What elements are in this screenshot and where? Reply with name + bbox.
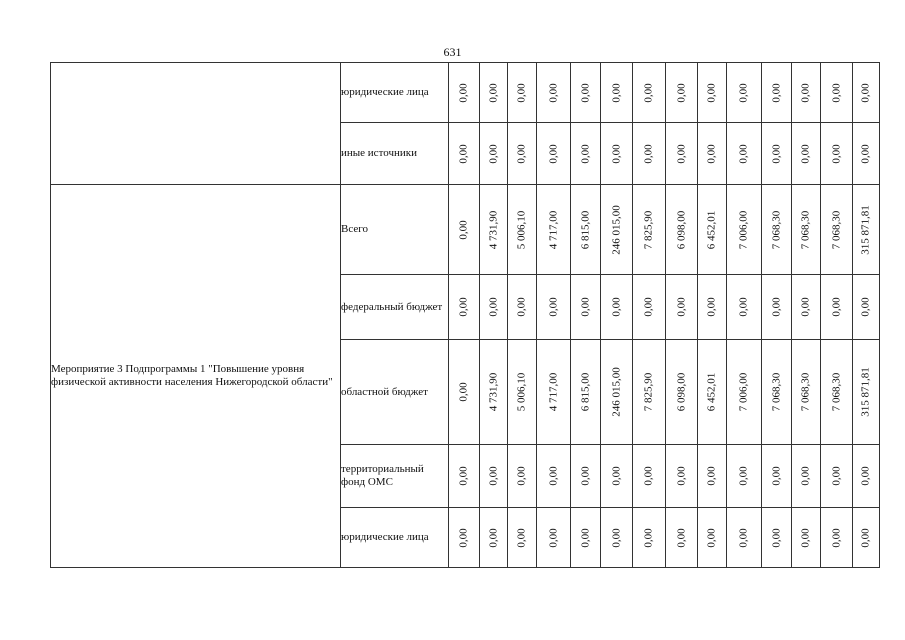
value-text: 0,00 xyxy=(770,527,782,548)
value-text: 0,00 xyxy=(487,143,499,164)
value-cell xyxy=(508,275,537,340)
value-text: 0,00 xyxy=(737,143,750,164)
value-text: 7 068,30 xyxy=(799,210,812,249)
value-text: 0,00 xyxy=(487,527,499,548)
value-cell xyxy=(666,63,698,123)
value-cell xyxy=(666,445,698,508)
value-cell xyxy=(571,275,601,340)
value-text: 6 815,00 xyxy=(579,210,591,249)
value-cell xyxy=(666,185,698,275)
value-cell xyxy=(480,508,508,568)
value-text: 0,00 xyxy=(770,466,782,486)
value-cell xyxy=(449,340,480,445)
value-cell xyxy=(480,63,508,123)
value-cell xyxy=(821,445,853,508)
value-cell xyxy=(727,508,762,568)
value-text: 7 825,90 xyxy=(642,372,655,412)
value-cell xyxy=(698,508,727,568)
value-cell xyxy=(571,123,601,185)
value-text: 0,00 xyxy=(642,466,655,486)
value-cell xyxy=(821,63,853,123)
table-body xyxy=(51,63,880,568)
value-cell xyxy=(698,445,727,508)
value-text: 0,00 xyxy=(515,527,528,548)
value-text: 4 717,00 xyxy=(547,210,559,249)
value-cell xyxy=(762,340,792,445)
value-text: 7 068,30 xyxy=(770,372,782,412)
value-cell xyxy=(853,275,880,340)
value-cell xyxy=(571,445,601,508)
value-cell xyxy=(508,123,537,185)
value-text: 0,00 xyxy=(859,143,872,164)
value-text: 0,00 xyxy=(547,297,559,317)
value-cell xyxy=(666,275,698,340)
value-text: 0,00 xyxy=(830,297,842,317)
value-cell xyxy=(633,63,666,123)
value-cell xyxy=(853,123,880,185)
value-cell xyxy=(449,185,480,275)
value-cell xyxy=(633,340,666,445)
value-text: 0,00 xyxy=(705,82,718,103)
value-cell xyxy=(762,123,792,185)
value-text: 0,00 xyxy=(830,527,842,548)
value-text: 6 815,00 xyxy=(579,372,591,412)
value-text: 0,00 xyxy=(799,466,812,486)
value-cell xyxy=(571,63,601,123)
value-cell xyxy=(666,340,698,445)
value-cell xyxy=(633,275,666,340)
value-text: 0,00 xyxy=(547,466,559,486)
value-cell xyxy=(666,508,698,568)
value-cell xyxy=(727,445,762,508)
value-cell xyxy=(508,340,537,445)
value-text: 0,00 xyxy=(515,466,528,486)
value-cell xyxy=(480,445,508,508)
value-text: 0,00 xyxy=(642,82,655,103)
value-cell xyxy=(537,275,571,340)
value-cell xyxy=(633,123,666,185)
value-text: 0,00 xyxy=(737,82,750,103)
table-row xyxy=(51,185,880,275)
value-text: 0,00 xyxy=(457,466,470,486)
value-cell xyxy=(698,123,727,185)
value-cell xyxy=(537,340,571,445)
value-text: 7 068,30 xyxy=(830,372,842,412)
value-cell xyxy=(537,185,571,275)
value-cell xyxy=(821,275,853,340)
value-cell xyxy=(571,185,601,275)
value-text: 246 015,00 xyxy=(610,367,622,417)
value-text: 246 015,00 xyxy=(610,204,622,255)
funding-source-cell: юридические лица xyxy=(341,63,449,123)
value-cell xyxy=(727,340,762,445)
value-text: 0,00 xyxy=(799,297,812,317)
value-cell xyxy=(762,275,792,340)
value-cell xyxy=(821,340,853,445)
page-number: 631 xyxy=(443,45,462,59)
value-cell xyxy=(508,508,537,568)
value-text: 4 731,90 xyxy=(487,210,499,249)
value-text: 0,00 xyxy=(642,143,655,164)
value-cell xyxy=(601,445,633,508)
value-cell xyxy=(633,445,666,508)
value-cell xyxy=(480,123,508,185)
value-cell xyxy=(537,508,571,568)
value-text: 0,00 xyxy=(705,466,718,486)
value-text: 0,00 xyxy=(642,527,655,548)
value-text: 6 098,00 xyxy=(675,372,687,412)
value-text: 0,00 xyxy=(579,297,591,317)
value-text: 5 006,10 xyxy=(515,210,528,249)
value-cell xyxy=(762,508,792,568)
budget-table xyxy=(50,62,880,568)
value-cell xyxy=(762,63,792,123)
value-text: 7 825,90 xyxy=(642,210,655,249)
value-cell xyxy=(792,275,821,340)
value-text: 315 871,81 xyxy=(859,367,872,417)
value-text: 0,00 xyxy=(579,527,591,548)
value-cell xyxy=(698,275,727,340)
value-text: 315 871,81 xyxy=(859,204,872,255)
value-cell xyxy=(537,123,571,185)
value-text: 4 731,90 xyxy=(487,372,499,412)
value-cell xyxy=(480,185,508,275)
value-text: 0,00 xyxy=(705,527,718,548)
value-cell xyxy=(601,275,633,340)
value-cell xyxy=(633,185,666,275)
value-text: 0,00 xyxy=(457,527,470,548)
value-text: 0,00 xyxy=(799,143,812,164)
value-text: 7 068,30 xyxy=(799,372,812,412)
value-text: 0,00 xyxy=(705,143,718,164)
table-row xyxy=(51,63,880,123)
value-text: 0,00 xyxy=(859,527,872,548)
value-text: 0,00 xyxy=(610,297,622,317)
value-cell xyxy=(601,340,633,445)
value-cell xyxy=(601,123,633,185)
value-cell xyxy=(792,123,821,185)
value-cell xyxy=(601,185,633,275)
value-text: 0,00 xyxy=(515,82,528,103)
value-text: 0,00 xyxy=(675,143,687,164)
value-text: 7 068,30 xyxy=(770,210,782,249)
value-text: 0,00 xyxy=(457,143,470,164)
funding-source-cell: областной бюджет xyxy=(341,340,449,445)
value-cell xyxy=(449,275,480,340)
value-text: 0,00 xyxy=(770,82,782,103)
value-text: 5 006,10 xyxy=(515,372,528,412)
value-text: 0,00 xyxy=(799,527,812,548)
value-cell xyxy=(727,185,762,275)
measure-name-cell: Мероприятие 3 Подпрограммы 1 "Повышение уровня физической активности населения Нижегородской области" xyxy=(51,185,341,568)
funding-source-cell: федеральный бюджет xyxy=(341,275,449,340)
value-cell xyxy=(821,185,853,275)
value-cell xyxy=(727,63,762,123)
value-cell xyxy=(698,185,727,275)
funding-source-cell: иные источники xyxy=(341,123,449,185)
value-text: 0,00 xyxy=(859,297,872,317)
value-text: 0,00 xyxy=(579,82,591,103)
value-text: 0,00 xyxy=(487,82,499,103)
value-text: 0,00 xyxy=(737,527,750,548)
value-text: 0,00 xyxy=(579,466,591,486)
value-cell xyxy=(853,508,880,568)
value-cell xyxy=(792,508,821,568)
value-cell xyxy=(821,508,853,568)
value-cell xyxy=(537,445,571,508)
value-cell xyxy=(821,123,853,185)
value-text: 6 452,01 xyxy=(705,372,718,412)
value-cell xyxy=(449,508,480,568)
value-text: 0,00 xyxy=(830,82,842,103)
value-cell xyxy=(762,445,792,508)
value-cell xyxy=(727,123,762,185)
value-text: 0,00 xyxy=(457,82,470,103)
value-cell xyxy=(449,63,480,123)
funding-source-cell: юридические лица xyxy=(341,508,449,568)
value-cell xyxy=(571,340,601,445)
value-text: 0,00 xyxy=(737,466,750,486)
value-cell xyxy=(633,508,666,568)
value-cell xyxy=(601,63,633,123)
value-text: 0,00 xyxy=(487,297,499,317)
value-text: 0,00 xyxy=(579,143,591,164)
value-cell xyxy=(792,185,821,275)
value-cell xyxy=(449,445,480,508)
value-cell xyxy=(480,340,508,445)
value-text: 0,00 xyxy=(859,466,872,486)
value-text: 0,00 xyxy=(610,527,622,548)
value-text: 0,00 xyxy=(515,143,528,164)
value-cell xyxy=(853,63,880,123)
funding-source-cell: территориальный фонд ОМС xyxy=(341,445,449,508)
value-cell xyxy=(792,63,821,123)
value-text: 0,00 xyxy=(547,143,559,164)
value-text: 0,00 xyxy=(610,143,622,164)
value-text: 7 068,30 xyxy=(830,210,842,249)
value-text: 0,00 xyxy=(675,466,687,486)
value-cell xyxy=(571,508,601,568)
value-text: 0,00 xyxy=(457,297,470,317)
value-cell xyxy=(508,445,537,508)
value-text: 0,00 xyxy=(457,219,470,240)
value-text: 0,00 xyxy=(799,82,812,103)
value-text: 0,00 xyxy=(737,297,750,317)
measure-name-cell xyxy=(51,63,341,185)
value-cell xyxy=(698,340,727,445)
value-text: 0,00 xyxy=(770,143,782,164)
value-text: 0,00 xyxy=(830,143,842,164)
value-cell xyxy=(853,185,880,275)
value-text: 0,00 xyxy=(830,466,842,486)
value-text: 0,00 xyxy=(705,297,718,317)
value-cell xyxy=(449,123,480,185)
value-text: 4 717,00 xyxy=(547,372,559,412)
value-cell xyxy=(601,508,633,568)
value-cell xyxy=(537,63,571,123)
value-cell xyxy=(727,275,762,340)
value-text: 0,00 xyxy=(770,297,782,317)
value-text: 0,00 xyxy=(610,82,622,103)
value-text: 0,00 xyxy=(642,297,655,317)
value-cell xyxy=(508,185,537,275)
value-text: 7 006,00 xyxy=(737,372,750,412)
value-text: 0,00 xyxy=(859,82,872,103)
value-text: 0,00 xyxy=(675,82,687,103)
value-text: 0,00 xyxy=(547,82,559,103)
value-cell xyxy=(792,340,821,445)
value-cell xyxy=(792,445,821,508)
value-text: 0,00 xyxy=(675,527,687,548)
value-text: 0,00 xyxy=(457,382,470,402)
value-text: 0,00 xyxy=(487,466,499,486)
value-text: 6 452,01 xyxy=(705,210,718,249)
value-text: 0,00 xyxy=(675,297,687,317)
value-text: 7 006,00 xyxy=(737,210,750,249)
value-cell xyxy=(762,185,792,275)
value-text: 0,00 xyxy=(610,466,622,486)
value-cell xyxy=(853,340,880,445)
value-text: 0,00 xyxy=(547,527,559,548)
value-cell xyxy=(698,63,727,123)
value-text: 6 098,00 xyxy=(675,210,687,249)
value-text: 0,00 xyxy=(515,297,528,317)
value-cell xyxy=(508,63,537,123)
value-cell xyxy=(666,123,698,185)
value-cell xyxy=(853,445,880,508)
funding-source-cell: Всего xyxy=(341,185,449,275)
value-cell xyxy=(480,275,508,340)
